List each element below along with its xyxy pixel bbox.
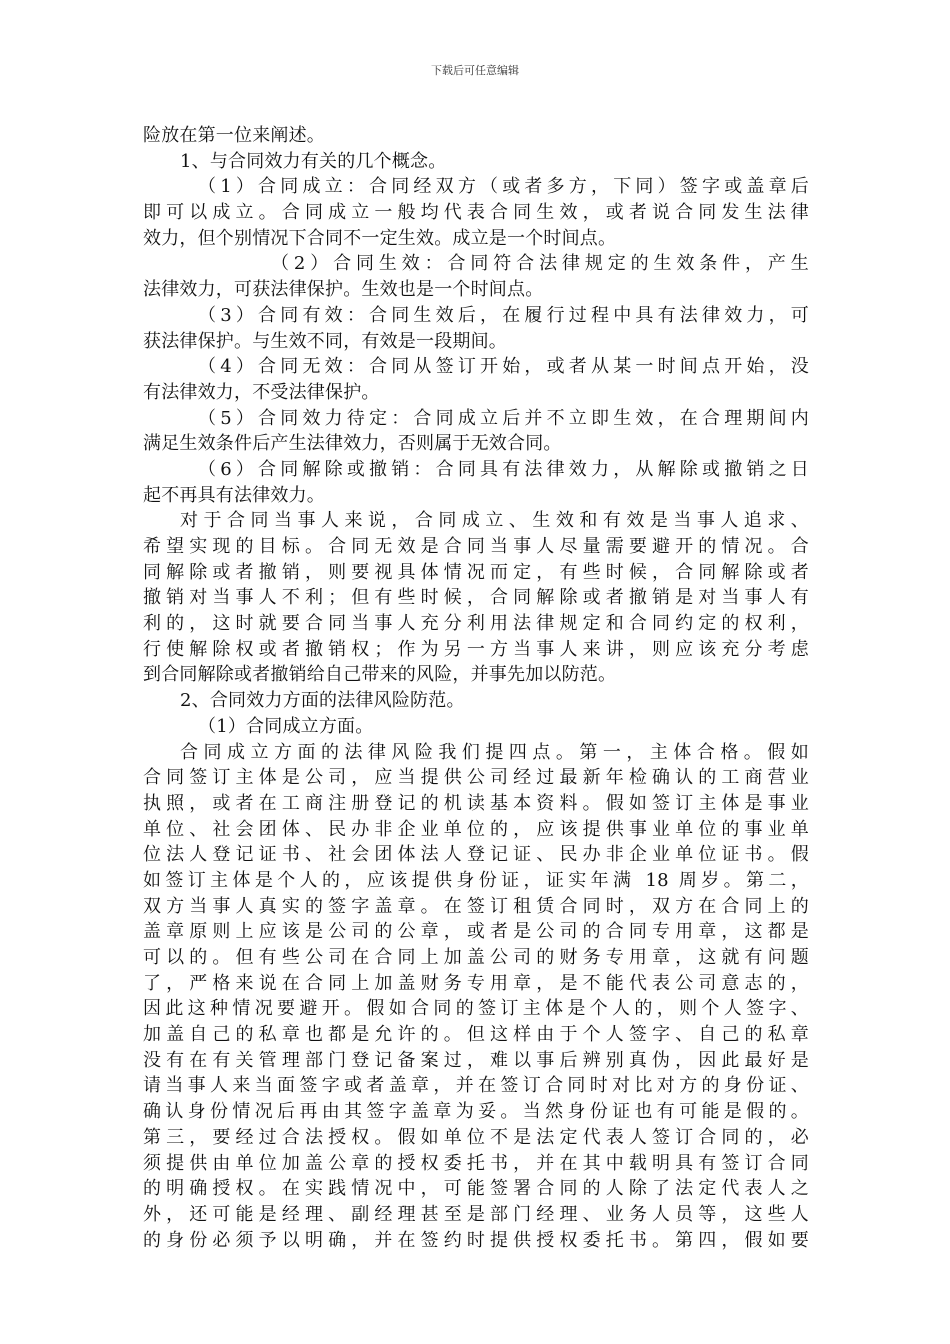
text-line: 如签订主体是个人的，应该提供身份证，证实年满 18 周岁。第二， xyxy=(143,869,809,891)
text-line: 利的，这时就要合同当事人充分利用法律规定和合同约定的权利， xyxy=(143,613,809,635)
text-line: 即可以成立。合同成立一般均代表合同生效，或者说合同发生法律 xyxy=(143,202,809,224)
text-line: 的身份必须予以明确，并在签约时提供授权委托书。第四，假如要 xyxy=(143,1229,809,1251)
text-line: 第三，要经过合法授权。假如单位不是法定代表人签订合同的，必 xyxy=(143,1126,809,1148)
text-line: 起不再具有法律效力。 xyxy=(143,484,325,506)
text-line: （1）合同成立：合同经双方（或者多方，下同）签字或盖章后 xyxy=(198,176,809,198)
text-line: 满足生效条件后产生法律效力，否则属于无效合同。 xyxy=(143,433,562,455)
text-line: 险放在第一位来阐述。 xyxy=(143,125,325,146)
text-line: 的明确授权。在实践情况中，可能签署合同的人除了法定代表人之 xyxy=(143,1178,809,1200)
text-line: 须提供由单位加盖公章的授权委托书，并在其中载明具有签订合同 xyxy=(143,1152,809,1174)
text-line: 单位、社会团体、民办非企业单位的，应该提供事业单位的事业单 xyxy=(143,818,809,840)
text-line: 行使解除权或者撤销权；作为另一方当事人来讲，则应该充分考虑 xyxy=(143,638,809,660)
text-line: 2、合同效力方面的法律风险防范。 xyxy=(180,690,465,712)
text-line: 合同成立方面的法律风险我们提四点。第一，主体合格。假如 xyxy=(180,741,809,763)
text-line: 加盖自己的私章也都是允许的。但这样由于个人签字、自己的私章 xyxy=(143,1024,809,1046)
text-line: （5）合同效力待定：合同成立后并不立即生效，在合理期间内 xyxy=(198,407,809,429)
text-line: （4）合同无效：合同从签订开始，或者从某一时间点开始，没 xyxy=(198,356,809,378)
text-line: 同解除或者撤销，则要视具体情况而定，有些时候，合同解除或者 xyxy=(143,561,809,583)
text-line: 位法人登记证书、社会团体法人登记证、民办非企业单位证书。假 xyxy=(143,844,809,866)
text-line: （2）合同生效：合同符合法律规定的生效条件，产生 xyxy=(271,253,809,275)
text-line: 执照，或者在工商注册登记的机读基本资料。假如签订主体是事业 xyxy=(143,792,809,814)
text-line: （1）合同成立方面。 xyxy=(198,715,374,737)
text-line: 双方当事人真实的签字盖章。在签订租赁合同时，双方在合同上的 xyxy=(143,895,809,917)
document-body xyxy=(143,123,809,1253)
text-line: 希望实现的目标。合同无效是合同当事人尽量需要避开的情况。合 xyxy=(143,536,809,557)
text-line: （6）合同解除或撤销：合同具有法律效力，从解除或撤销之日 xyxy=(198,458,809,480)
text-line: 没有在有关管理部门登记备案过，难以事后辨别真伪，因此最好是 xyxy=(143,1049,809,1071)
text-line: 到合同解除或者撤销给自己带来的风险，并事先加以防范。 xyxy=(143,664,617,686)
text-line: 法律效力，可获法律保护。生效也是一个时间点。 xyxy=(143,279,544,301)
page-header: 下载后可任意编辑 xyxy=(431,64,519,77)
text-line: 请当事人来当面签字或者盖章，并在签订合同时对比对方的身份证、 xyxy=(143,1075,809,1097)
text-line: 确认身份情况后再由其签字盖章为妥。当然身份证也有可能是假的。 xyxy=(143,1101,809,1123)
text-line: 获法律保护。与生效不同，有效是一段期间。 xyxy=(143,330,507,352)
text-line: 1、与合同效力有关的几个概念。 xyxy=(180,150,447,172)
text-line: 了，严格来说在合同上加盖财务专用章，是不能代表公司意志的， xyxy=(143,972,809,994)
text-line: 对于合同当事人来说，合同成立、生效和有效是当事人追求、 xyxy=(180,510,809,532)
text-line: 盖章原则上应该是公司的公章，或者是公司的合同专用章，这都是 xyxy=(143,921,809,943)
text-line: 有法律效力，不受法律保护。 xyxy=(143,381,380,403)
text-line: 因此这种情况要避开。假如合同的签订主体是个人的，则个人签字、 xyxy=(143,998,809,1020)
text-line: 撤销对当事人不利；但有些时候，合同解除或者撤销是对当事人有 xyxy=(143,587,809,609)
text-line: 效力，但个别情况下合同不一定生效。成立是一个时间点。 xyxy=(143,227,617,249)
text-line: 外，还可能是经理、副经理甚至是部门经理、业务人员等，这些人 xyxy=(143,1203,809,1225)
text-line: 可以的。但有些公司在合同上加盖公司的财务专用章，这就有问题 xyxy=(143,947,809,968)
text-line: （3）合同有效：合同生效后，在履行过程中具有法律效力，可 xyxy=(198,304,809,326)
text-line: 合同签订主体是公司，应当提供公司经过最新年检确认的工商营业 xyxy=(143,767,809,789)
